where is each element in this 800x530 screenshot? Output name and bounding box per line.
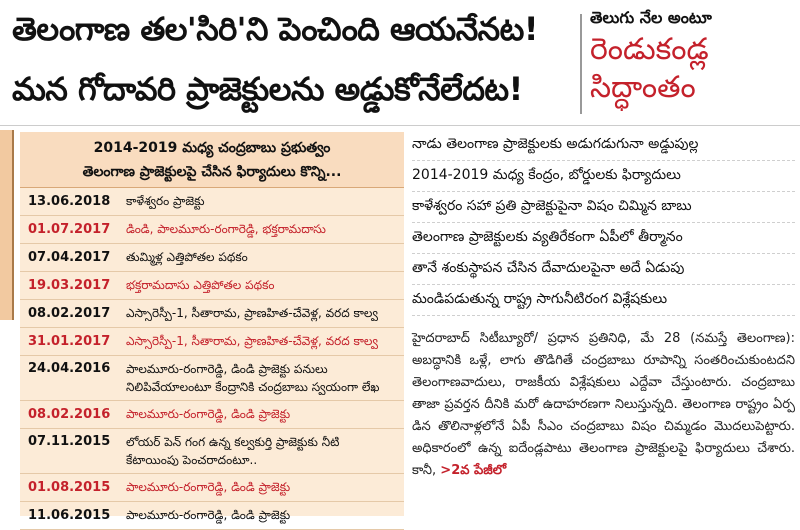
complaint-text: పాలమూరు-రంగారెడ్డి, డిండి ప్రాజెక్టు	[126, 480, 291, 494]
article-column	[412, 130, 795, 520]
complaint-text: డిండి, పాలమూరు-రంగారెడ్డి, భక్తరామదాసు	[126, 222, 326, 236]
article-body-text: హైదరాబాద్ సిటీబ్యూరో/ ప్రధాన ప్రతినిధి, మే 28 (నమస్తే తెలంగాణ): అబద్ధానికి ఒళ్లే, లాగు తొడిగితే చంద్రబాబు రూపాన్ని సంతరించుకుంటదని తెలంగాణవాదులు, రాజకీయ విశ్లేషకులు ఎద్దేవా చేస్తుంటారు. చంద్రబాబు తాజా ప్రవర్తన దీనికి మరో ఉదాహరణగా నిలుస్తున్నది. తెలంగాణ రాష్ట్రం ఏర్ప డిన తొలినాళ్లలోనే ఏపీ సీఎం చంద్రబాబు విషం చిమ్మడం మొదలుపెట్టారు. అధికారంలో ఉన్న ఐదేండ్లపాటు తెలంగాణ ప్రాజెక్టులపై ఫిర్యాదులు చేశారు. కానీ,	[412, 331, 795, 478]
complaint-date: 24.04.2016	[28, 361, 111, 376]
complaint-date: 13.06.2018	[28, 194, 111, 209]
headline	[0, 0, 580, 130]
side-quote	[590, 8, 795, 120]
complaint-date: 01.08.2015	[28, 480, 111, 495]
complaint-text: తుమ్మిళ్ల ఎత్తిపోతల పథకం	[126, 250, 248, 264]
complaint-date: 08.02.2017	[28, 306, 111, 321]
complaint-text: కాళేశ్వరం ప్రాజెక్టు	[126, 194, 205, 208]
box-title	[20, 132, 404, 188]
cartoon-image	[0, 130, 14, 320]
side-quote-kicker: తెలుగు నేల అంటూ	[590, 8, 712, 27]
continued-label: 2వ పేజీలో	[451, 463, 507, 478]
complaint-row	[20, 272, 404, 300]
complaint-text: పాలమూరు-రంగారెడ్డి, డిండి ప్రాజెక్టు	[126, 508, 291, 522]
complaint-text: భక్తరామదాసు ఎత్తిపోతల పథకం	[126, 278, 275, 292]
complaint-text: పాలమూరు-రంగారెడ్డి, డిండి ప్రాజెక్టు	[126, 407, 291, 421]
complaint-row	[20, 300, 404, 328]
complaint-row	[20, 244, 404, 272]
box-title-line-2: తెలంగాణ ప్రాజెక్టులపై చేసిన ఫిర్యాదులు కొన్ని...	[82, 164, 342, 180]
complaints-box	[20, 132, 404, 523]
complaint-row	[20, 188, 404, 216]
summary-line: 2014-2019 మధ్య కేంద్రం, బోర్డులకు ఫిర్యాదులు	[412, 161, 795, 192]
summary-line: కాళేశ్వరం సహా ప్రతి ప్రాజెక్టుపైనా విషం చిమ్మిన బాబు	[412, 192, 795, 223]
summary-line: నాడు తెలంగాణ ప్రాజెక్టులకు అడుగడుగునా అడ్డుపుల్ల	[412, 130, 795, 161]
vertical-divider	[580, 14, 582, 114]
complaint-date: 07.04.2017	[28, 250, 111, 265]
complaint-text: పాలమూరు-రంగారెడ్డి, డిండి ప్రాజెక్టు పనులు నిలిపివేయాలంటూ కేంద్రానికి చంద్రబాబు స్వయంగా లేఖ	[126, 362, 380, 394]
summary-line: తానే శంకుస్థాపన చేసిన దేవాదులపైనా అదే ఏడుపు	[412, 254, 795, 285]
summary-line: తెలంగాణ ప్రాజెక్టులకు వ్యతిరేకంగా ఏపీలో తీర్మానం	[412, 223, 795, 254]
side-quote-line-2: సిద్ధాంతం	[590, 70, 696, 105]
headline-line-1: తెలంగాణ తల'సిరి'ని పెంచింది ఆయనేనట!	[12, 10, 538, 48]
complaint-row	[20, 429, 404, 474]
headline-line-2: మన గోదావరి ప్రాజెక్టులను అడ్డుకోనేలేదట!	[12, 70, 523, 108]
complaint-date: 19.03.2017	[28, 278, 111, 293]
complaint-date: 11.06.2015	[28, 508, 111, 523]
complaint-text: ఎస్సారెస్పీ-1, సీతారామ, ప్రాణహిత-చేవెళ్ల, వరద కాల్వ	[126, 334, 378, 348]
continued-on-page-2: >2వ పేజీలో	[440, 463, 507, 478]
complaint-row	[20, 474, 404, 502]
article-body	[412, 328, 795, 482]
side-quote-line-1: రెండుకండ్ల	[590, 32, 709, 67]
complaint-date: 01.07.2017	[28, 222, 111, 237]
complaint-date: 08.02.2016	[28, 407, 111, 422]
complaint-text: లోయర్ పెన్ గంగ ఉన్న కల్వకుర్తి ప్రాజెక్టుకు నీటి కేటాయింపు పెంచరాదంటూ..	[126, 435, 340, 467]
complaint-text: ఎస్సారెస్పీ-1, సీతారామ, ప్రాణహిత-చేవెళ్ల, వరద కాల్వ	[126, 306, 378, 320]
complaint-row	[20, 502, 404, 530]
complaint-date: 07.11.2015	[28, 434, 111, 449]
complaint-row	[20, 401, 404, 429]
complaint-row	[20, 216, 404, 244]
complaint-date: 31.01.2017	[28, 334, 111, 349]
horizontal-rule	[0, 125, 800, 126]
complaint-row	[20, 356, 404, 401]
summary-line: మండిపడుతున్న రాష్ట్ర సాగునీటిరంగ విశ్లేషకులు	[412, 285, 795, 316]
complaint-row	[20, 328, 404, 356]
box-title-line-1: 2014-2019 మధ్య చంద్రబాబు ప్రభుత్వం	[93, 140, 331, 156]
